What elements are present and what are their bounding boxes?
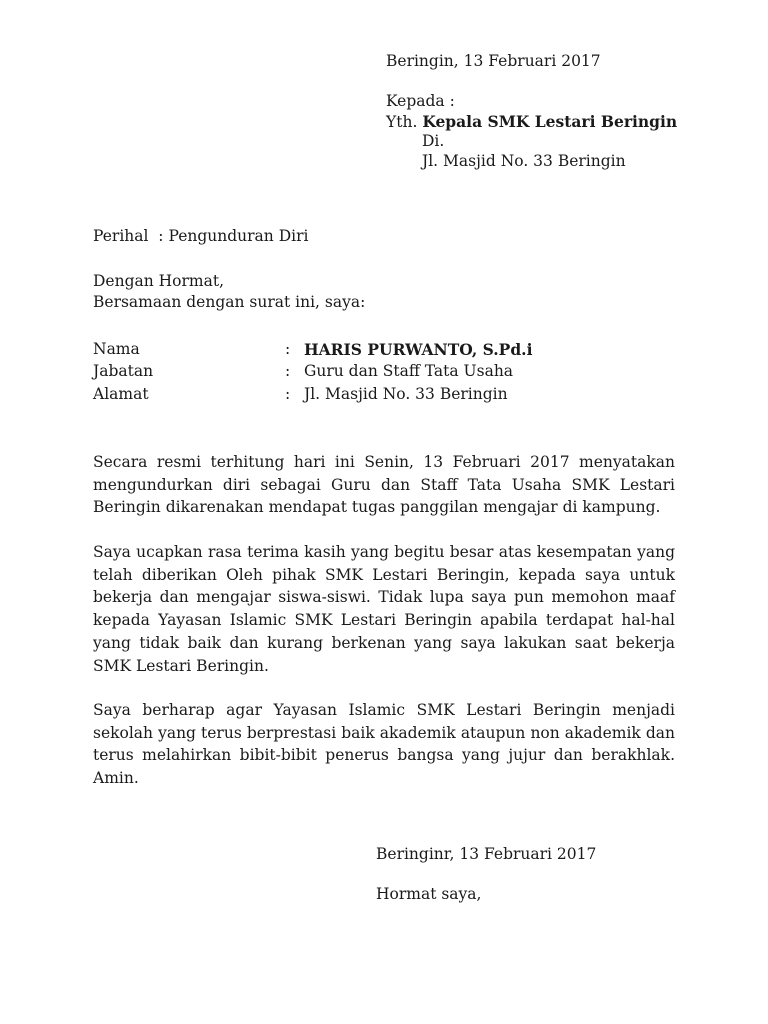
identity-value-position: Guru dan Staff Tata Usaha	[304, 362, 514, 380]
header-address: Jl. Masjid No. 33 Beringin	[422, 152, 626, 170]
identity-label: Alamat	[93, 385, 149, 403]
subject-line: Perihal : Pengunduran Diri	[93, 227, 309, 245]
identity-label: Nama	[93, 340, 140, 358]
identity-colon: :	[285, 340, 291, 358]
header-kepada: Kepada :	[386, 92, 455, 110]
body-paragraph-1: Secara resmi terhitung hari ini Senin, 13 Februari 2017 menyatakan mengundurkan diri sebagai Guru dan Staff Tata Usaha SMK Lestari Beringin dikarenakan mendapat tugas panggilan mengajar di kampung.	[93, 453, 675, 517]
body-paragraph-2: Saya ucapkan rasa terima kasih yang begitu besar atas kesempatan yang telah diberikan Oleh pihak SMK Lestari Beringin, kepada saya untuk bekerja dan mengajar siswa-siswi. Tidak lupa saya pun memohon maaf kepada Yayasan Islamic SMK Lestari Beringin apabila terdapat hal-hal yang tidak baik dan kurang berkenan yang saya lakukan saat bekerja SMK Lestari Beringin.	[93, 543, 675, 675]
header-place-date: Beringin, 13 Februari 2017	[386, 52, 601, 70]
greeting: Dengan Hormat,	[93, 272, 225, 290]
identity-colon: :	[285, 362, 291, 380]
body-paragraph-3: Saya berharap agar Yayasan Islamic SMK Lestari Beringin menjadi sekolah yang terus berprestasi baik akademik ataupun non akademik dan terus melahirkan bibit-bibit penerus bangsa yang jujur dan berakhlak. Amin.	[93, 701, 675, 788]
header-recipient: Kepala SMK Lestari Beringin	[422, 112, 678, 131]
header-recipient-line	[386, 112, 677, 131]
identity-value-name: HARIS PURWANTO, S.Pd.i	[304, 340, 533, 359]
identity-colon: :	[285, 385, 291, 403]
identity-label: Jabatan	[93, 362, 154, 380]
header-di: Di.	[422, 132, 445, 150]
closing-place-date: Beringinr, 13 Februari 2017	[376, 845, 597, 863]
intro-line: Bersamaan dengan surat ini, saya:	[93, 293, 366, 311]
header-yth: Yth.	[386, 113, 418, 131]
identity-value-address: Jl. Masjid No. 33 Beringin	[304, 385, 508, 403]
closing-salutation: Hormat saya,	[376, 885, 482, 903]
